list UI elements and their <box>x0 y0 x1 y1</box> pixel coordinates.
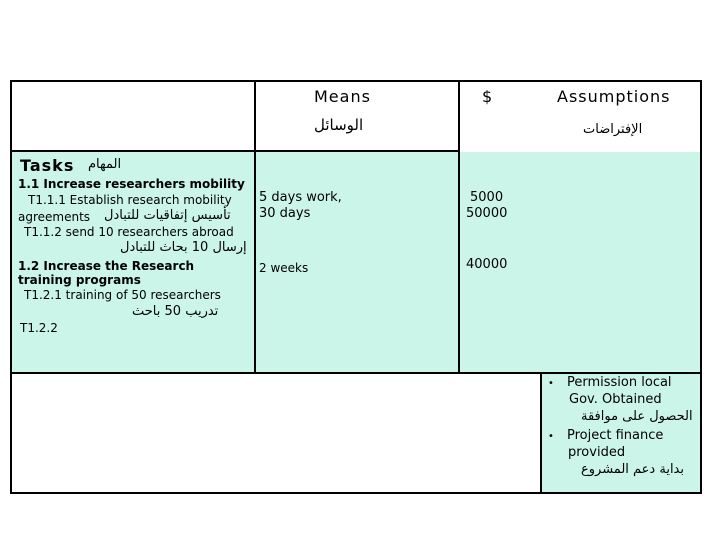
task-1-2-line2: training programs <box>18 273 141 287</box>
task-1-1-2: T1.1.2 send 10 researchers abroad <box>24 225 234 239</box>
task-1-2-1: T1.2.1 training of 50 researchers <box>24 288 221 302</box>
col-divider-1 <box>254 80 256 372</box>
assumption-2-line1: Project finance <box>567 428 664 443</box>
tasks-divider <box>10 372 702 374</box>
task-1-2-line1: 1.2 Increase the Research <box>18 259 195 273</box>
col-divider-2 <box>458 80 460 372</box>
task-1-1: 1.1 Increase researchers mobility <box>18 177 245 191</box>
assumptions-header-ar: الإفتراضات <box>583 122 643 137</box>
bullet-2: • <box>548 431 554 442</box>
cost-header: $ <box>482 87 494 106</box>
assumption-1-ar: الحصول على موافقة <box>581 409 693 424</box>
assumption-1-line2: Gov. Obtained <box>569 392 662 407</box>
cost-1: 5000 <box>470 190 504 205</box>
task-1-1-1: T1.1.1 Establish research mobility <box>28 193 232 207</box>
means-2: 2 weeks <box>259 261 309 275</box>
tasks-title: Tasks <box>20 156 75 175</box>
assumptions-header: Assumptions <box>557 87 671 106</box>
bullet-1: • <box>548 378 554 389</box>
cost-3: 40000 <box>466 257 508 272</box>
tasks-title-ar: المهام <box>88 157 122 172</box>
assumption-2-ar: بداية دعم المشروع <box>581 462 684 477</box>
means-header-ar: الوسائل <box>314 116 364 134</box>
assumption-2-line2: provided <box>568 445 626 460</box>
cost-2: 50000 <box>466 206 508 221</box>
means-header: Means <box>314 87 371 106</box>
task-1-1-1-cont: agreements <box>18 210 91 224</box>
means-1-line1: 5 days work, <box>259 190 342 205</box>
task-1-1-2-ar: إرسال 10 بحاث للتبادل <box>120 240 247 255</box>
task-1-2-1-ar: تدريب 50 باحث <box>132 304 219 319</box>
header-divider <box>10 150 458 152</box>
assumption-1-line1: Permission local <box>567 375 672 390</box>
col-divider-3 <box>540 372 542 494</box>
task-1-1-1-ar: تأسيس إتفاقيات للتبادل <box>104 208 231 223</box>
task-1-2-2: T1.2.2 <box>20 321 58 335</box>
means-1-line2: 30 days <box>259 206 311 221</box>
